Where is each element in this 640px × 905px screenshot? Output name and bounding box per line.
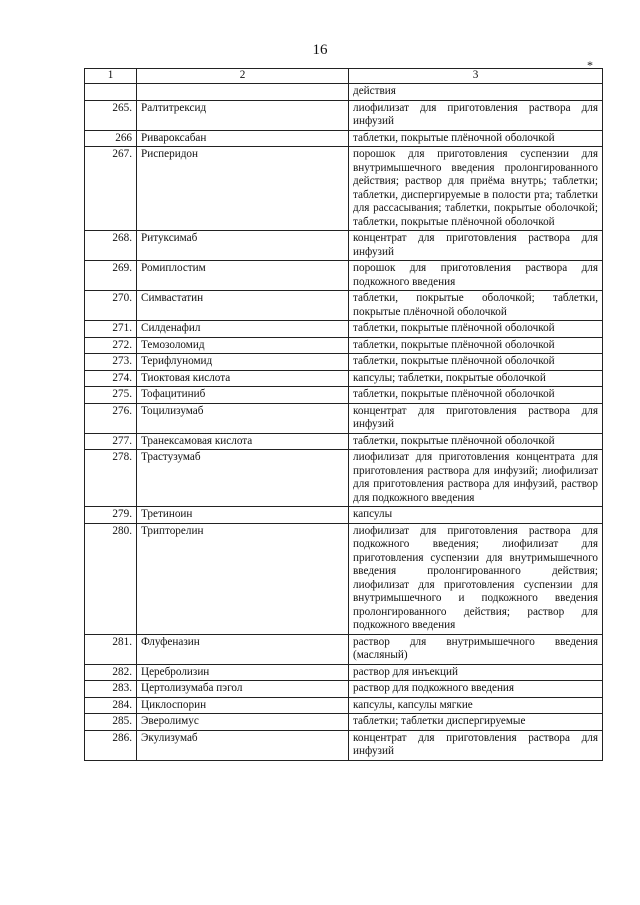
drug-name: Тоцилизумаб bbox=[137, 403, 349, 433]
drug-name: Симвастатин bbox=[137, 291, 349, 321]
row-number: 269. bbox=[85, 261, 137, 291]
row-number: 265. bbox=[85, 100, 137, 130]
drug-name: Ритуксимаб bbox=[137, 231, 349, 261]
row-number: 270. bbox=[85, 291, 137, 321]
dosage-form: раствор для внутримышечного введения (масляный) bbox=[349, 634, 603, 664]
row-number: 266 bbox=[85, 130, 137, 147]
row-number: 273. bbox=[85, 354, 137, 371]
row-number: 281. bbox=[85, 634, 137, 664]
drug-name: Силденафил bbox=[137, 321, 349, 338]
table-row bbox=[85, 387, 603, 404]
drug-name: Ромиплостим bbox=[137, 261, 349, 291]
row-number: 278. bbox=[85, 450, 137, 507]
dosage-form: лиофилизат для приготовления раствора для подкожного введения; лиофилизат для приготовления суспензии для внутримышечного введения пролонгированного действия; лиофилизат для приготовления суспензии для внутримышечного и подкожного введения пролонгированного действия; раствор для подкожного введения bbox=[349, 523, 603, 634]
table-row bbox=[85, 337, 603, 354]
dosage-form: таблетки, покрытые плёночной оболочкой bbox=[349, 354, 603, 371]
table-row bbox=[85, 291, 603, 321]
continuation-row bbox=[85, 84, 603, 101]
drug-name: Флуфеназин bbox=[137, 634, 349, 664]
drug-name: Церебролизин bbox=[137, 664, 349, 681]
dosage-form: капсулы, капсулы мягкие bbox=[349, 697, 603, 714]
table-row bbox=[85, 231, 603, 261]
table-row bbox=[85, 147, 603, 231]
row-number: 285. bbox=[85, 714, 137, 731]
page-number: 16 bbox=[312, 42, 328, 58]
row-number: 275. bbox=[85, 387, 137, 404]
drug-name: Трипторелин bbox=[137, 523, 349, 634]
continuation-name-cell bbox=[137, 84, 349, 101]
drug-name: Третиноин bbox=[137, 507, 349, 524]
row-number: 268. bbox=[85, 231, 137, 261]
dosage-form: таблетки, покрытые плёночной оболочкой bbox=[349, 321, 603, 338]
drug-name: Трастузумаб bbox=[137, 450, 349, 507]
row-number: 276. bbox=[85, 403, 137, 433]
table-header-row bbox=[85, 69, 603, 84]
dosage-form: таблетки, покрытые плёночной оболочкой bbox=[349, 130, 603, 147]
table-row bbox=[85, 433, 603, 450]
table-row bbox=[85, 714, 603, 731]
dosage-form: раствор для подкожного введения bbox=[349, 681, 603, 698]
table-row bbox=[85, 321, 603, 338]
dosage-form: лиофилизат для приготовления раствора для инфузий bbox=[349, 100, 603, 130]
dosage-form: капсулы bbox=[349, 507, 603, 524]
table-row bbox=[85, 697, 603, 714]
medication-table bbox=[84, 68, 603, 761]
drug-name: Циклоспорин bbox=[137, 697, 349, 714]
continuation-form-cell: действия bbox=[349, 84, 603, 101]
table-row bbox=[85, 450, 603, 507]
dosage-form: раствор для инъекций bbox=[349, 664, 603, 681]
dosage-form: концентрат для приготовления раствора для инфузий bbox=[349, 403, 603, 433]
row-number: 272. bbox=[85, 337, 137, 354]
table-row bbox=[85, 634, 603, 664]
drug-name: Ралтитрексид bbox=[137, 100, 349, 130]
row-number: 283. bbox=[85, 681, 137, 698]
column-header-2: 2 bbox=[137, 69, 349, 84]
drug-name: Тофацитиниб bbox=[137, 387, 349, 404]
table-row bbox=[85, 730, 603, 760]
row-number: 280. bbox=[85, 523, 137, 634]
row-number: 274. bbox=[85, 370, 137, 387]
table-row bbox=[85, 507, 603, 524]
table-row bbox=[85, 370, 603, 387]
column-header-3: 3 bbox=[349, 69, 603, 84]
dosage-form: порошок для приготовления раствора для подкожного введения bbox=[349, 261, 603, 291]
dosage-form: капсулы; таблетки, покрытые оболочкой bbox=[349, 370, 603, 387]
drug-name: Ривароксабан bbox=[137, 130, 349, 147]
dosage-form: лиофилизат для приготовления концентрата для приготовления раствора для инфузий; лиофилизат для приготовления раствора для инфузий, раствор для подкожного введения bbox=[349, 450, 603, 507]
drug-name: Тиоктовая кислота bbox=[137, 370, 349, 387]
corner-mark: * bbox=[587, 58, 593, 72]
row-number: 286. bbox=[85, 730, 137, 760]
drug-name: Рисперидон bbox=[137, 147, 349, 231]
table-row bbox=[85, 100, 603, 130]
row-number: 271. bbox=[85, 321, 137, 338]
table-row bbox=[85, 664, 603, 681]
column-header-1: 1 bbox=[85, 69, 137, 84]
dosage-form: таблетки; таблетки диспергируемые bbox=[349, 714, 603, 731]
row-number: 282. bbox=[85, 664, 137, 681]
table-row bbox=[85, 261, 603, 291]
dosage-form: концентрат для приготовления раствора для инфузий bbox=[349, 231, 603, 261]
drug-name: Экулизумаб bbox=[137, 730, 349, 760]
drug-name: Цертолизумаба пэгол bbox=[137, 681, 349, 698]
dosage-form: таблетки, покрытые оболочкой; таблетки, покрытые плёночной оболочкой bbox=[349, 291, 603, 321]
continuation-num-cell bbox=[85, 84, 137, 101]
dosage-form: концентрат для приготовления раствора для инфузий bbox=[349, 730, 603, 760]
row-number: 277. bbox=[85, 433, 137, 450]
drug-name: Темозоломид bbox=[137, 337, 349, 354]
dosage-form: таблетки, покрытые плёночной оболочкой bbox=[349, 337, 603, 354]
table-row bbox=[85, 130, 603, 147]
drug-name: Транексамовая кислота bbox=[137, 433, 349, 450]
table-body bbox=[85, 84, 603, 761]
table-row bbox=[85, 354, 603, 371]
table-row bbox=[85, 681, 603, 698]
row-number: 267. bbox=[85, 147, 137, 231]
row-number: 284. bbox=[85, 697, 137, 714]
dosage-form: таблетки, покрытые плёночной оболочкой bbox=[349, 433, 603, 450]
drug-name: Эверолимус bbox=[137, 714, 349, 731]
dosage-form: порошок для приготовления суспензии для внутримышечного введения пролонгированного действия; раствор для приёма внутрь; таблетки; таблетки, диспергируемые в полости рта; таблетки для рассасывания; таблетки, покрытые оболочкой; таблетки, покрытые плёночной оболочкой bbox=[349, 147, 603, 231]
drug-name: Терифлуномид bbox=[137, 354, 349, 371]
dosage-form: таблетки, покрытые плёночной оболочкой bbox=[349, 387, 603, 404]
table-row bbox=[85, 523, 603, 634]
table-row bbox=[85, 403, 603, 433]
row-number: 279. bbox=[85, 507, 137, 524]
